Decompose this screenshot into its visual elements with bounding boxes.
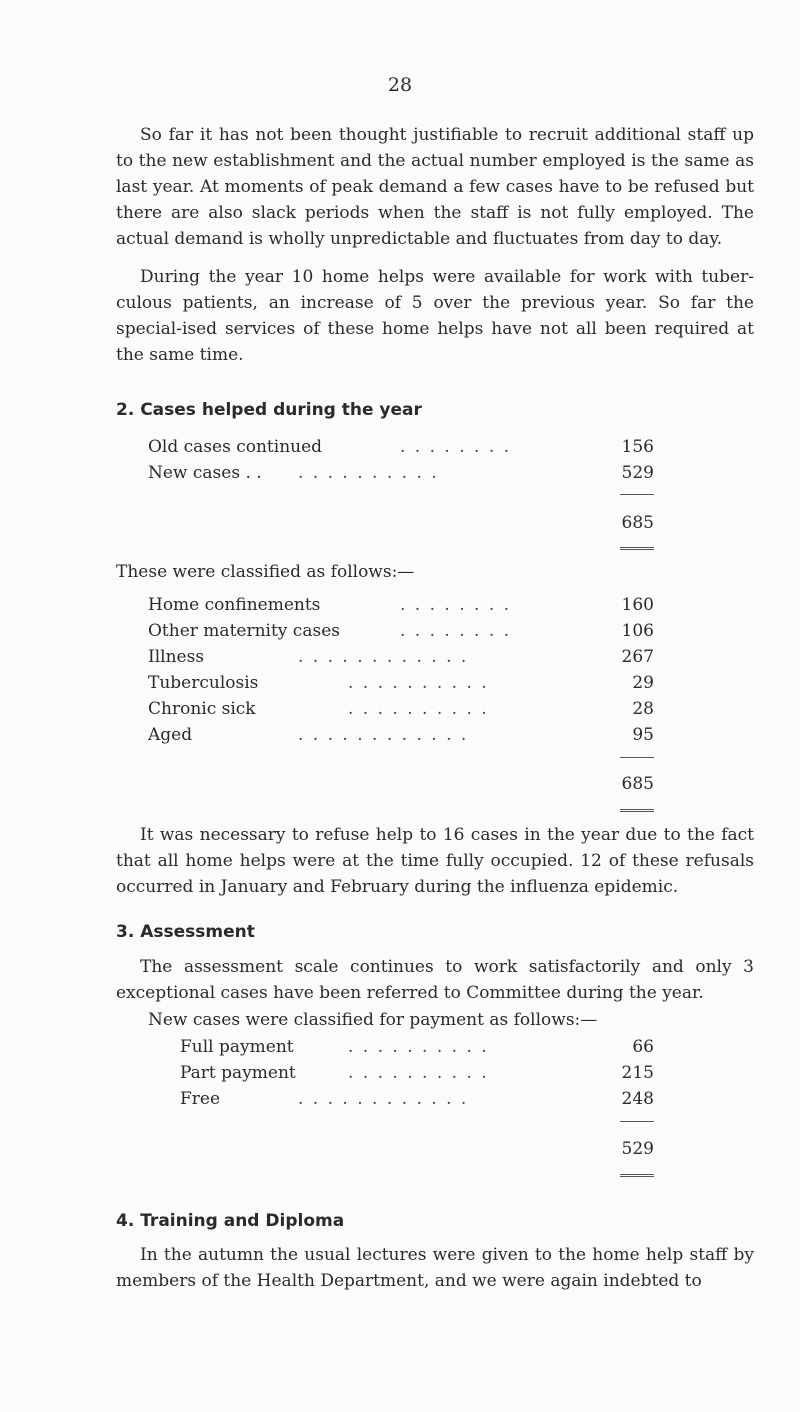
row-label: Free <box>180 1089 221 1109</box>
sum-rule <box>620 1121 654 1122</box>
table-row <box>148 697 654 721</box>
paragraph-training: In the autumn the usual lectures were given to the home help staff by members of the Health Department, and we were again indebted to <box>116 1245 754 1291</box>
leader-dots: . . . . . . . . . . <box>298 463 439 483</box>
table-row <box>148 593 654 617</box>
leader-dots: . . . . . . . . . . <box>348 699 489 719</box>
payment-intro: New cases were classified for payment as follows:— <box>148 1010 598 1030</box>
total-row <box>148 772 654 796</box>
total-row <box>180 1137 654 1161</box>
row-value: 106 <box>621 621 654 641</box>
table-row <box>148 461 654 485</box>
paragraph-refusals: It was necessary to refuse help to 16 cases in the year due to the fact that all home helps were at the time fully occupied. 12 of these refusals occurred in January and February during the influenza epidemic. <box>116 825 754 897</box>
table-row <box>148 619 654 643</box>
leader-dots: . . . . . . . . <box>400 437 512 457</box>
leader-dots: . . . . . . . . . . . . <box>298 647 469 667</box>
row-value: 29 <box>632 673 654 693</box>
leader-dots: . . . . . . . . . . . . <box>298 725 469 745</box>
leader-dots: . . . . . . . . . . . . <box>298 1089 469 1109</box>
table-row <box>180 1061 654 1085</box>
sum-rule <box>620 494 654 495</box>
leader-dots: . . . . . . . . . . <box>348 1063 489 1083</box>
total-row <box>148 511 654 535</box>
row-value: 215 <box>621 1063 654 1083</box>
leader-dots: . . . . . . . . <box>400 621 512 641</box>
row-value: 267 <box>621 647 654 667</box>
row-label: Illness <box>148 647 205 667</box>
row-label: New cases . . <box>148 463 262 483</box>
classified-intro: These were classified as follows:— <box>116 562 415 582</box>
section-2-heading: 2. Cases helped during the year <box>116 400 422 420</box>
row-label: Tuberculosis <box>148 673 259 693</box>
double-rule <box>620 1174 654 1177</box>
row-label: Old cases continued <box>148 437 323 457</box>
row-label: Aged <box>148 725 193 745</box>
leader-dots: . . . . . . . . . . <box>348 1037 489 1057</box>
section-4-heading: 4. Training and Diploma <box>116 1211 345 1231</box>
row-value: 66 <box>632 1037 654 1057</box>
row-value: 28 <box>632 699 654 719</box>
total-value: 685 <box>621 513 654 533</box>
paragraph-staffing: So far it has not been thought justifiable to recruit additional staff up to the new establishment and the actual number employed is the same as last year. At moments of peak demand a few cases have to be refused but there are also slack periods when the staff is not fully employed. The actual demand is wholly unpredictable and fluctuates from day to day. <box>116 125 754 249</box>
table-row <box>148 723 654 747</box>
paragraph-tuberculous-helps: During the year 10 home helps were available for work with tuber-culous patients, an increase of 5 over the previous year. So far the special-ised services of these home helps have not all been required at the same time. <box>116 267 754 365</box>
row-label: Home confinements <box>148 595 321 615</box>
table-row <box>148 435 654 459</box>
row-value: 95 <box>632 725 654 745</box>
total-value: 685 <box>621 774 654 794</box>
sum-rule <box>620 757 654 758</box>
leader-dots: . . . . . . . . . . <box>348 673 489 693</box>
table-row <box>180 1035 654 1059</box>
row-value: 529 <box>621 463 654 483</box>
double-rule <box>620 809 654 812</box>
row-label: Part payment <box>180 1063 296 1083</box>
row-label: Chronic sick <box>148 699 256 719</box>
table-row <box>148 645 654 669</box>
row-value: 248 <box>621 1089 654 1109</box>
paragraph-assessment: The assessment scale continues to work satisfactorily and only 3 exceptional cases have been referred to Committee during the year. <box>116 957 754 1003</box>
total-value: 529 <box>621 1139 654 1159</box>
double-rule <box>620 547 654 550</box>
section-3-heading: 3. Assessment <box>116 922 255 942</box>
page-number: 28 <box>387 74 413 96</box>
row-label: Full payment <box>180 1037 294 1057</box>
leader-dots: . . . . . . . . <box>400 595 512 615</box>
table-row <box>148 671 654 695</box>
table-row <box>180 1087 654 1111</box>
row-value: 160 <box>621 595 654 615</box>
row-label: Other maternity cases <box>148 621 340 641</box>
row-value: 156 <box>621 437 654 457</box>
